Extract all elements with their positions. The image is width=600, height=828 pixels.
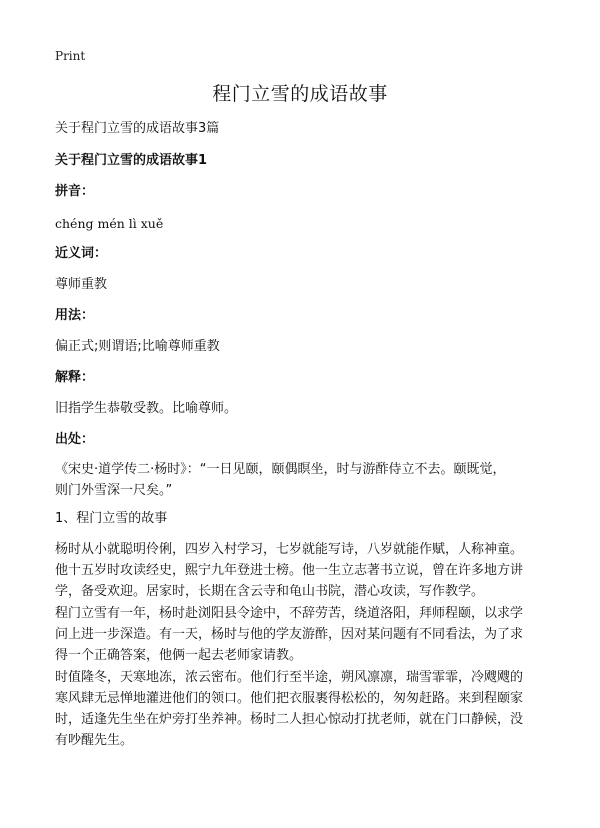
paragraph-line: 程门立雪有一年，杨时赴浏阳县令途中，不辞劳苦，绕道洛阳，拜师程颐，以求学 [55,606,524,621]
paragraph-line: 问上进一步深造。有一天，杨时与他的学友游酢，因对某问题有不同看法，为了求 [55,627,524,642]
story-heading: 1、程门立雪的故事 [55,511,168,526]
paragraph-line: 杨时从小就聪明伶俐，四岁入村学习，七岁就能写诗，八岁就能作赋，人称神童。 [55,542,524,557]
paragraph-line: 学，备受欢迎。居家时，长期在含云寺和龟山书院，潜心攻读，写作教学。 [55,584,485,599]
source-line: 则门外雪深一尺矣。” [55,483,173,498]
story-paragraph-2 [55,603,552,666]
paragraph-line: 时，适逢先生坐在炉旁打坐养神。杨时二人担心惊动打扰老师，就在门口静候，没 [55,712,524,727]
pinyin-label: 拼音： [55,184,95,199]
paragraph-line: 时值隆冬，天寒地冻，浓云密布。他们行至半途，朔风凛凛，瑞雪霏霏，冷飕飕的 [55,670,524,685]
section-heading: 关于程门立雪的成语故事1 [55,153,208,168]
paragraph-line: 寒风肆无忌惮地灌进他们的领口。他们把衣服裹得松松的，匆匆赶路。来到程颐家 [55,691,524,706]
meaning-value: 旧指学生恭敬受教。比喻尊师。 [55,401,238,416]
synonym-label: 近义词： [55,246,108,261]
pinyin-value: chéng mén lì xuě [55,216,164,231]
synonym-value: 尊师重教 [55,277,108,292]
source-line: 《宋史·道学传二·杨时》：“一日见颐，颐偶瞑坐，时与游酢侍立不去。颐既觉， [55,462,506,477]
source-text [55,459,552,501]
paragraph-line: 他十五岁时攻读经史，熙宁九年登进士榜。他一生立志著书立说，曾在许多地方讲 [55,563,524,578]
story-paragraph-3 [55,667,552,751]
meaning-label: 解释： [55,370,95,385]
paragraph-line: 得一个正确答案，他俩一起去老师家请教。 [55,648,303,663]
usage-value: 偏正式;则谓语;比喻尊师重教 [55,339,220,354]
print-label: Print [55,49,86,63]
paragraph-line: 有吵醒先生。 [55,733,134,748]
story-paragraph-1 [55,539,552,602]
page-title: 程门立雪的成语故事 [212,83,388,105]
usage-label: 用法： [55,308,95,323]
doc-subtitle: 关于程门立雪的成语故事3篇 [55,121,220,136]
source-label: 出处： [55,432,95,447]
